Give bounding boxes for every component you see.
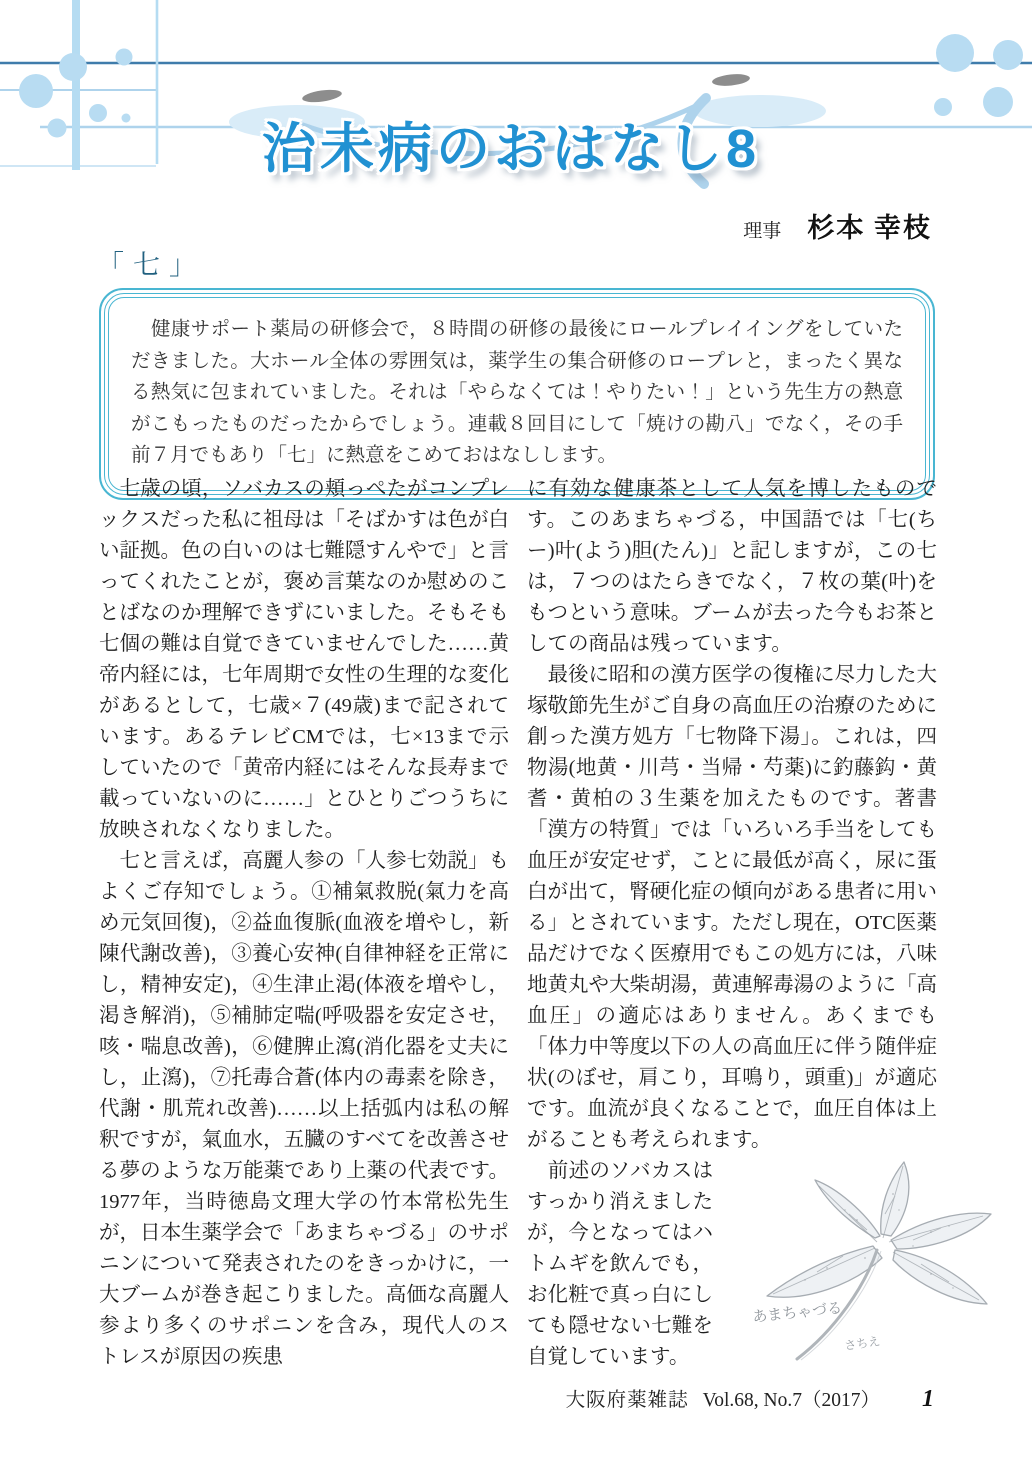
author-name: 杉本 幸枝 (807, 213, 932, 243)
amachazuru-sketch-illustration (717, 1154, 1017, 1364)
intro-box-inner-border (108, 297, 926, 491)
author-role: 理事 (743, 221, 782, 242)
illustration-signature: さちえ (843, 1334, 882, 1353)
section-heading: 「七」 (97, 250, 205, 280)
article-right-column (527, 474, 937, 1373)
paragraph: 七歳の頃，ソバカスの頬っぺたがコンプレックスだった私に祖母は「そばかすは色が白い証拠。色の白いのは七難隠すんやで」と言ってくれたことが，褒め言葉なのか慰めのことばなのか理解できずにいました。そもそも七個の難は自覚できていませんでした……黄帝内経には，七年周期で女性の生理的な変化があるとして，七歳×７(49歳)まで記されています。あるテレビCMでは，七×13まで示していたので「黄帝内経にはそんな長寿まで載っていないのに……」とひとりごつうちに放映されなくなりました。 (99, 478, 509, 841)
author-line (743, 206, 932, 245)
article-left-column (99, 474, 509, 1373)
journal-title: 大阪府薬雑誌 (565, 1390, 689, 1411)
intro-box-mid-border (104, 293, 930, 495)
illustration-caption: あまちゃづる (751, 1299, 843, 1326)
paragraph: 七と言えば，高麗人参の「人参七効説」もよくご存知でしょう。①補氣救脱(氣力を高め元気回復)，②益血復脈(血液を増やし，新陳代謝改善)，③養心安神(自律神経を正常にし，精神安定)，④生津止渇(体液を増やし，渇き解消)，⑤補肺定喘(呼吸器を安定させ，咳・喘息改善)，⑥健脾止瀉(消化器を丈夫にし，止瀉)，⑦托毒合蒼(体内の毒素を除き，代謝・肌荒れ改善)……以上括弧内は私の解釈ですが，氣血水，五臓のすべてを改善させる夢のような万能薬であり上薬の代表です。1977年，当時徳島文理大学の竹本常松先生が，日本生薬学会で「あまちゃづる」のサポニンについて発表されたのをきっかけに，一大ブームが巻き起こりました。高価な高麗人参より多くのサポニンを含み，現代人のストレスが原因の疾患 (99, 850, 509, 1368)
intro-text: 健康サポート薬局の研修会で，８時間の研修の最後にロールプレイイングをしていただきました。大ホール全体の雰囲気は，薬学生の集合研修のロープレと，まったく異なる熱気に包まれていました。それは「やらなくては！やりたい！」という先生方の熱意がこもったものだったからでしょう。連載８回目にして「焼けの勘八」でなく，その手前７月でもあり「七」に熱意をこめておはなしします。 (131, 318, 903, 466)
page-title: 治未病のおはなし8 (262, 119, 761, 179)
paragraph: 最後に昭和の漢方医学の復権に尽力した大塚敬節先生がご自身の高血圧の治療のために創った漢方処方「七物降下湯」。これは，四物湯(地黄・川芎・当帰・芍薬)に釣藤鈎・黄耆・黄柏の３生薬を加えたものです。著書「漢方の特質」では「いろいろ手当をしても血圧が安定せず，ことに最低が高く，尿に蛋白が出て，腎硬化症の傾向がある患者に用いる」とされています。ただし現在，OTC医薬品だけでなく医療用でもこの処方には，八味地黄丸や大柴胡湯，黄連解毒湯のように「高血圧」の適応はありません。あくまでも「体力中等度以下の人の高血圧に伴う随伴症状(のぼせ，肩こり，耳鳴り，頭重)」が適応です。血流が良くなることで，血圧自体は上がることも考えられます。 (527, 664, 937, 1151)
paragraph: 前述のソバカスはすっかり消えましたが，今となってはハトムギを飲んでも，お化粧で真っ白にしても隠せない七難を自覚しています。 (527, 1160, 713, 1368)
paragraph: に有効な健康茶として人気を博したものです。このあまちゃづる，中国語では「七(ちー)叶(よう)胆(たん)」と記しますが，この七は，７つのはたらきでなく，７枚の葉(叶)をもつという意味。ブームが去った今もお茶としての商品は残っています。 (527, 478, 937, 655)
page-number: 1 (922, 1386, 934, 1412)
page-footer (566, 1384, 934, 1413)
issue-info: Vol.68, No.7（2017） (702, 1390, 880, 1411)
article-body (99, 474, 937, 1373)
paragraph-with-illustration (527, 1156, 937, 1373)
intro-box (99, 288, 935, 500)
